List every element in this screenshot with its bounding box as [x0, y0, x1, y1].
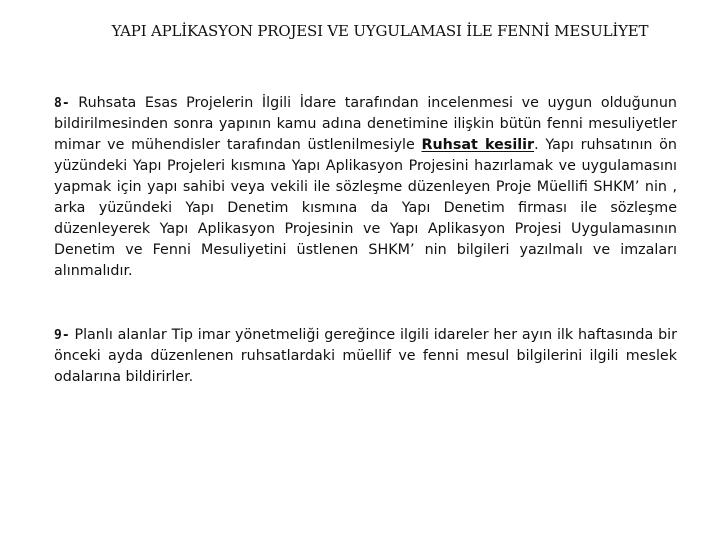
- paragraph-item-8: [54, 93, 677, 282]
- item-8-text-after: . Yapı ruhsatının ön yüzündeki Yapı Projeleri kısmına Yapı Aplikasyon Projesini hazırlamak ve uygulamasını yapmak için yapı sahibi veya vekili ile sözleşme düzenleyen Proje Müellifi SHKM’ nin , arka yüzündeki Yapı Denetim kısmına da Yapı Denetim firması ile sözleşme düzenleyerek Yapı Aplikasyon Projesinin ve Yapı Aplikasyon Projesi Uygulamasının Denetim ve Fenni Mesuliyetini üstlenen SHKM’ nin bilgileri yazılmalı ve imzaları alınmalıdır.: [54, 137, 677, 279]
- paragraph-item-9: [54, 325, 677, 388]
- item-8-marker: 8-: [54, 96, 70, 111]
- item-8-underlined-text: Ruhsat kesilir: [421, 137, 535, 153]
- item-8-text-before: Ruhsata Esas Projelerin İlgili İdare tarafından incelenmesi ve uygun olduğunun bildirilmesinden sonra yapının kamu adına denetimine ilişkin bütün fenni mesuliyetler mimar ve mühendisler tarafından üstlenilmesiyle: [54, 95, 677, 153]
- item-9-text: Planlı alanlar Tip imar yönetmeliği gereğince ilgili idareler her ayın ilk haftasında bir önceki ayda düzenlenen ruhsatlardaki müellif ve fenni mesul bilgilerini ilgili meslek odalarına bildirirler.: [54, 327, 677, 385]
- item-9-marker: 9-: [54, 328, 70, 343]
- slide-title: YAPI APLİKASYON PROJESI VE UYGULAMASI İLE FENNİ MESULİYET: [111, 22, 649, 40]
